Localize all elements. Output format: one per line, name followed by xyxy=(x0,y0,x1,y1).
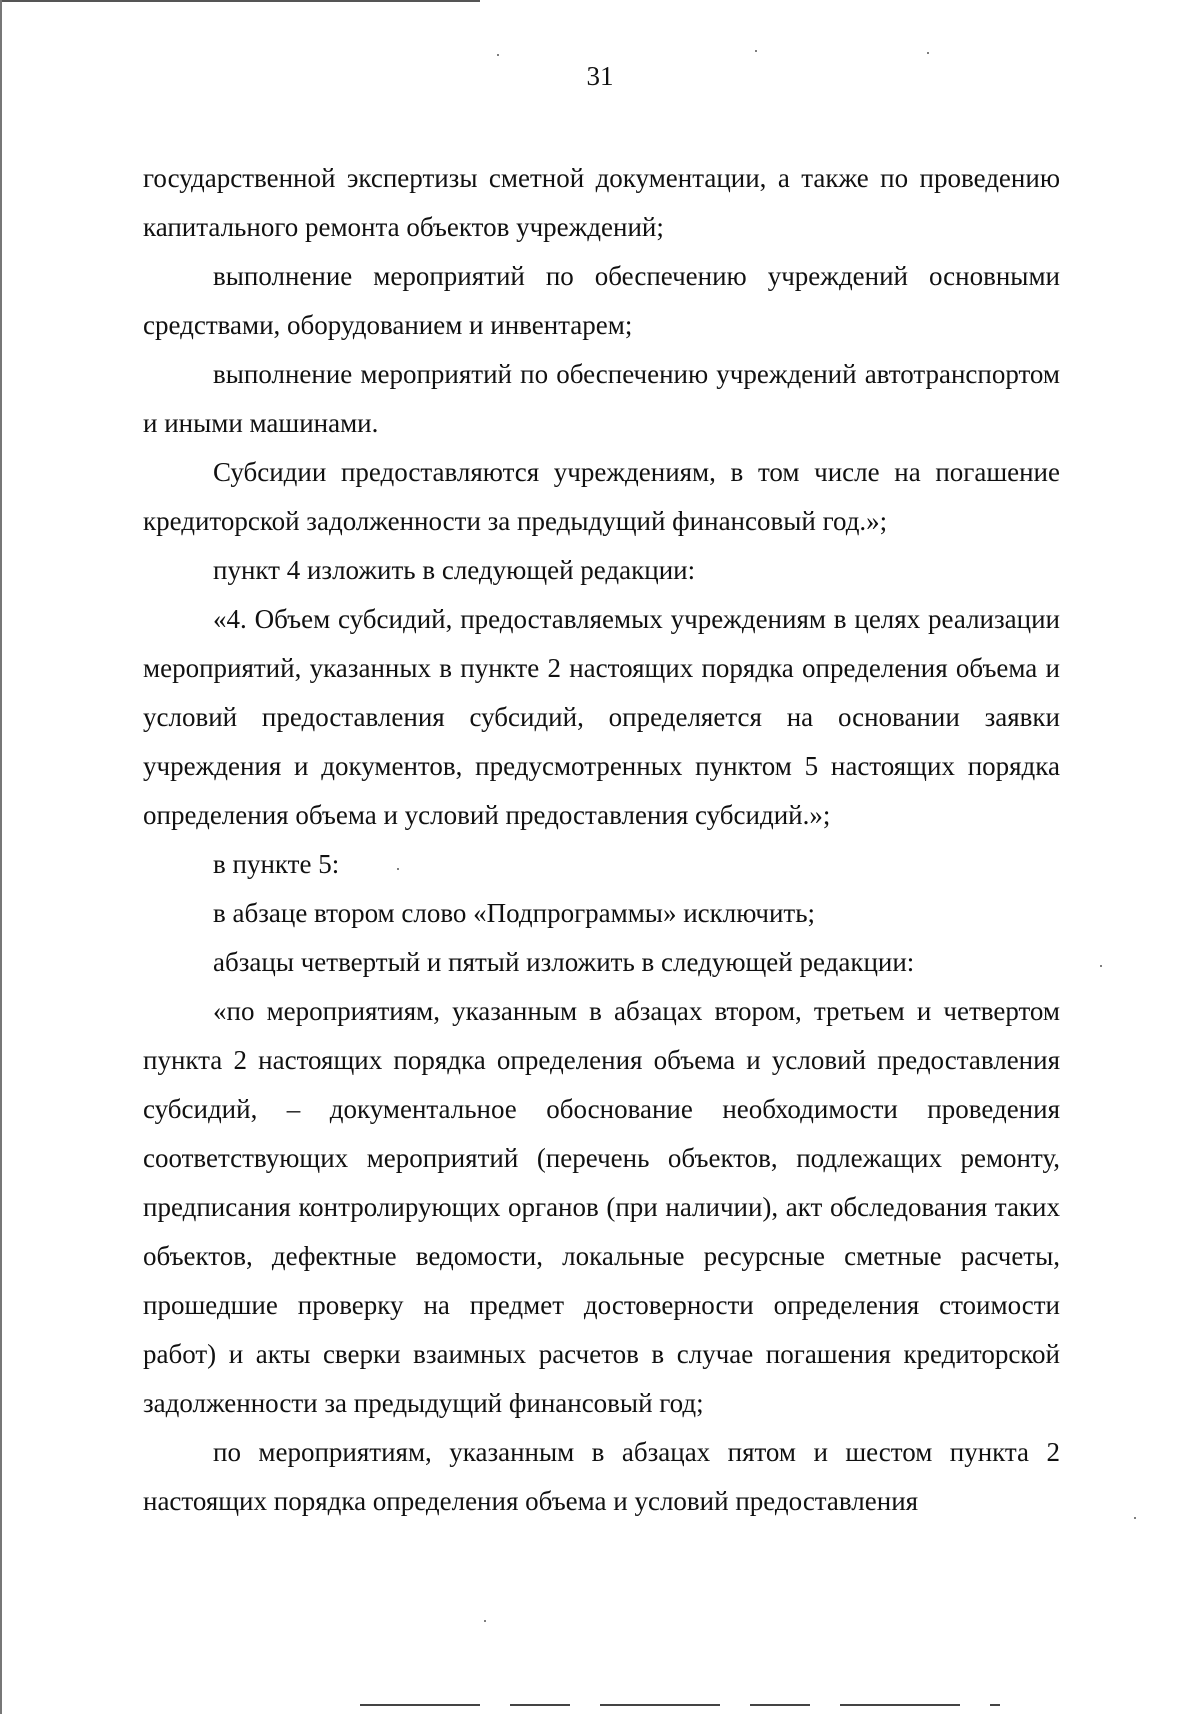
paragraph: в абзаце втором слово «Подпрограммы» исключить; xyxy=(213,898,816,928)
paragraph: выполнение мероприятий по обеспечению учреждений автотранспортом и иными машинами. xyxy=(143,359,1060,438)
paragraph: «по мероприятиям, указанным в абзацах втором, третьем и четвертом пункта 2 настоящих порядка определения объема и условий предоставления субсидий, – документальное обоснование необходимости проведения соответствующих мероприятий (перечень объектов, подлежащих ремонту, предписания контролирующих органов (при наличии), акт обследования таких объектов, дефектные ведомости, локальные ресурсные сметные расчеты, прошедшие проверку на предмет достоверности определения стоимости работ) и акты сверки взаимных расчетов в случае погашения кредиторской задолженности за предыдущий финансовый год; xyxy=(143,996,1060,1418)
scan-speck xyxy=(484,1620,486,1622)
scan-speck xyxy=(927,52,929,54)
paragraph: по мероприятиям, указанным в абзацах пятом и шестом пункта 2 настоящих порядка определения объема и условий предоставления xyxy=(143,1437,1060,1516)
scan-speck xyxy=(497,54,499,56)
paragraph: пункт 4 изложить в следующей редакции: xyxy=(213,555,696,585)
scan-edge-bottom xyxy=(360,1704,1000,1706)
paragraph: выполнение мероприятий по обеспечению учреждений основными средствами, оборудованием и инвентарем; xyxy=(143,261,1060,340)
scan-speck xyxy=(755,50,757,52)
paragraph: в пункте 5: xyxy=(213,849,340,879)
scan-edge-left xyxy=(0,0,2,1714)
page-number: 31 xyxy=(586,61,614,91)
paragraph-continuation: государственной экспертизы сметной документации, а также по проведению капитального ремонта объектов учреждений; xyxy=(143,163,1060,242)
scan-edge-top xyxy=(0,0,480,2)
paragraph: Субсидии предоставляются учреждениям, в том числе на погашение кредиторской задолженности за предыдущий финансовый год.»; xyxy=(143,457,1060,536)
paragraph: абзацы четвертый и пятый изложить в следующей редакции: xyxy=(213,947,915,977)
scan-speck xyxy=(1100,965,1102,967)
scan-speck xyxy=(1134,1517,1136,1519)
document-body xyxy=(143,154,1060,1526)
paragraph: «4. Объем субсидий, предоставляемых учреждениям в целях реализации мероприятий, указанных в пункте 2 настоящих порядка определения объема и условий предоставления субсидий, определяется на основании заявки учреждения и документов, предусмотренных пунктом 5 настоящих порядка определения объема и условий предоставления субсидий.»; xyxy=(143,604,1060,830)
